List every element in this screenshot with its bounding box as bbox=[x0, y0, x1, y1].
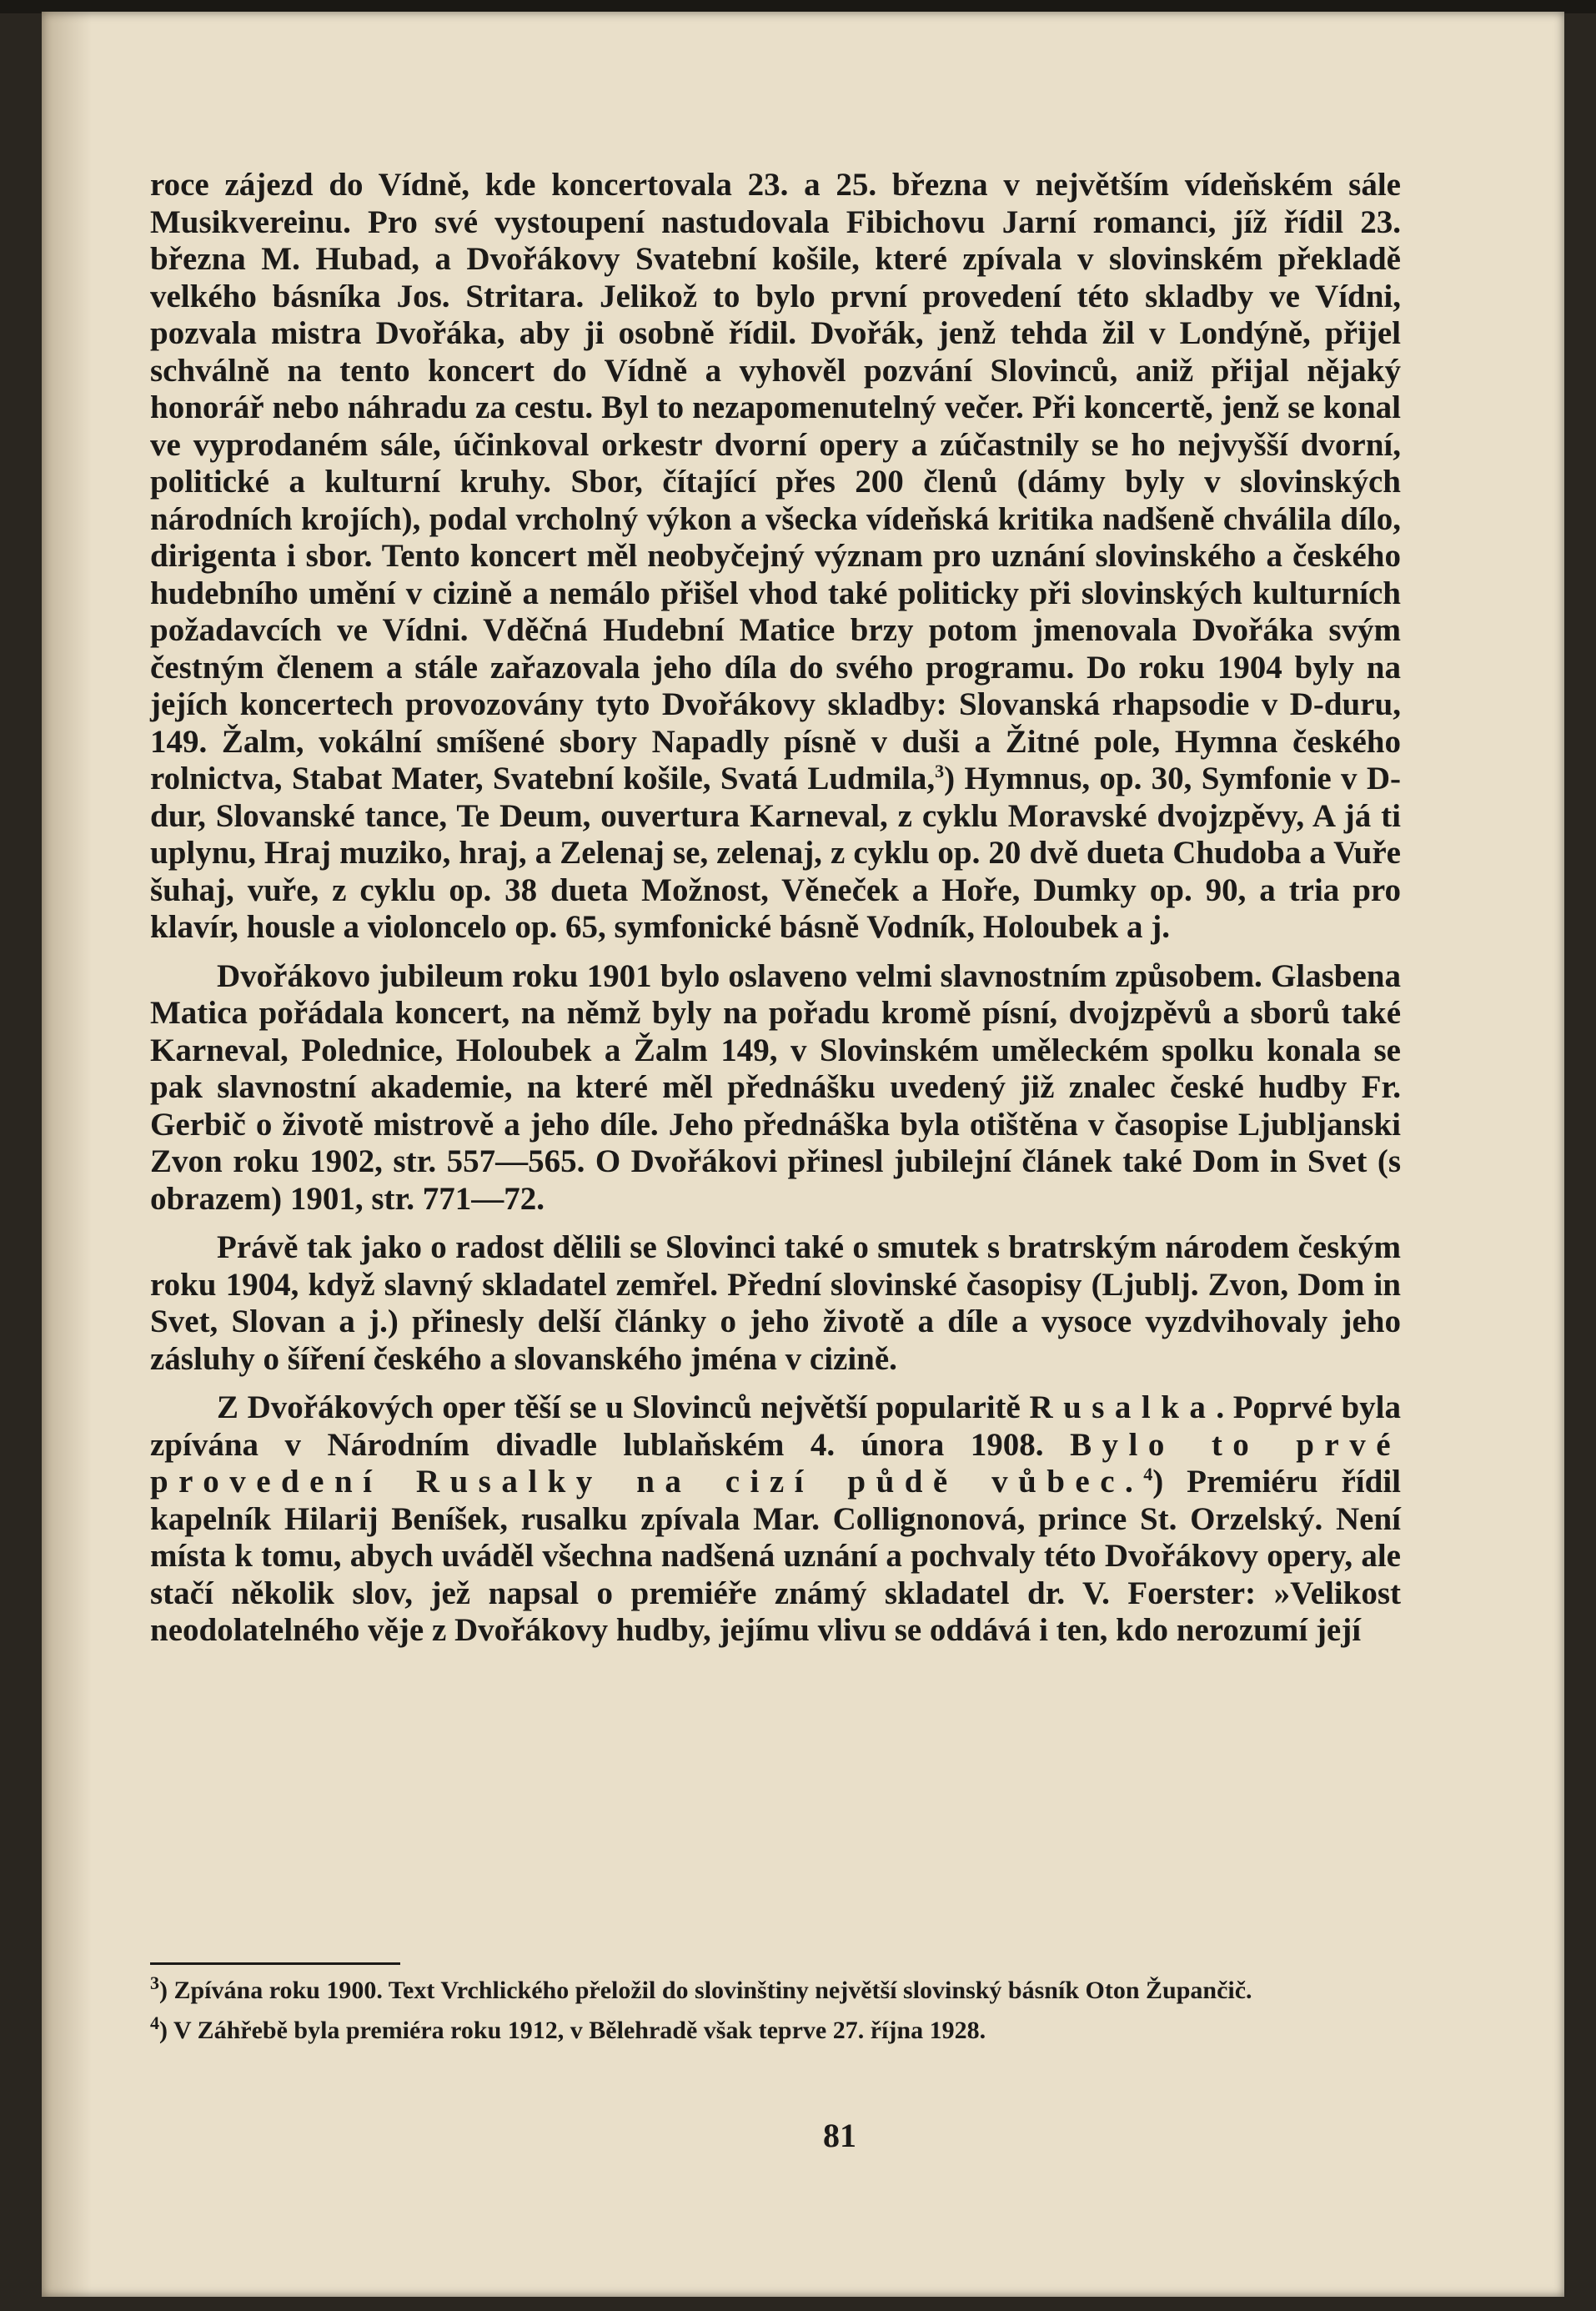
paragraph-2: Dvořákovo jubileum roku 1901 bylo oslaveno velmi slavnostním způsobem. Glasbena Matica pořádala koncert, na němž byly na pořadu kromě písní, dvojzpěvů a sborů také Karneval, Polednice, Holoubek a Žalm 149, v Slovinském uměleckém spolku konala se pak slavnostní akademie, na které měl přednášku uvedený již znalec české hudby Fr. Gerbič o životě mistrově a jeho díle. Jeho přednáška byla otištěna v časopise Ljubljanski Zvon roku 1902, str. 557—565. O Dvořákovi přinesl jubilejní článek také Dom in Svet (s obrazem) 1901, str. 771—72. bbox=[150, 957, 1401, 1217]
footnote-4 bbox=[150, 2012, 1401, 2045]
body-text bbox=[150, 167, 1401, 1650]
footnote-4-text: ) V Záhřebě byla premiéra roku 1912, v Bělehradě však teprve 27. října 1928. bbox=[159, 2017, 986, 2044]
spaced-emphasis: Bylo to prvé provedení Rusalky na cizí půdě vůbec. bbox=[150, 1426, 1401, 1500]
footnote-ref-4: 4 bbox=[1143, 1464, 1153, 1485]
page-number: 81 bbox=[823, 2117, 856, 2154]
paragraph-1-text: roce zájezd do Vídně, kde koncertovala 23. a 25. března v největším vídeňském sále Musikvereinu. Pro své vystoupení nastudovala Fibichovu Jarní romanci, jíž řídil 23. března M. Hubad, a Dvořákovy Svatební košile, které zpívala v slovinském překladě velkého básníka Jos. Stritara. Jelikož to bylo první provedení této skladby ve Vídni, pozvala mistra Dvořáka, aby ji osobně řídil. Dvořák, jenž tehda žil v Londýně, přijel schválně na tento koncert do Vídně a vyhověl pozvání Slovinců, aniž přijal nějaký honorář nebo náhradu za cestu. Byl to nezapomenutelný večer. Při koncertě, jenž se konal ve vyprodaném sále, účinkoval orkestr dvorní opery a zúčastnily se ho nejvyšší dvorní, politické a kulturní kruhy. Sbor, čítající přes 200 členů (dámy byly v slovinských národních krojích), podal vrcholný výkon a všecka vídeňská kritika nadšeně chválila dílo, dirigenta i sbor. Tento koncert měl neobyčejný význam pro uznání slovinského a českého hudebního umění v cizině a nemálo přišel vhod také politicky při slovinských kulturních požadavcích ve Vídni. Vděčná Hudební Matice brzy potom jmenovala Dvořáka svým čestným členem a stále zařazovala jeho díla do svého programu. Do roku 1904 byly na jejích koncertech provozovány tyto Dvořákovy skladby: Slovanská rhapsodie v D-duru, 149. Žalm, vokální smíšené sbory Napadly písně v duši a Žitné pole, Hymna českého rolnictva, Stabat Mater, Svatební košile, Svatá Ludmila, bbox=[150, 167, 1401, 796]
paragraph-4-text-c: ) Premiéru řídil kapelník Hilarij Beníšek, rusalku zpívala Mar. Collignonová, prince St. Orzelský. Není místa k tomu, abych uváděl všechna nadšená uznání a pochvaly této Dvořákovy opery, ale stačí několik slov, jež napsal o premiéře známý skladatel dr. V. Foerster: »Velikost neodolatelného věje z Dvořákovy hudby, jejímu vlivu se oddává i ten, kdo nerozumí její bbox=[150, 1464, 1401, 1648]
footnotes bbox=[150, 1972, 1401, 2057]
footnote-3 bbox=[150, 1972, 1401, 2005]
footnote-4-mark: 4 bbox=[150, 2012, 159, 2033]
paragraph-3: Právě tak jako o radost dělili se Slovinci také o smutek s bratrským národem českým roku 1904, když slavný skladatel zemřel. Přední slovinské časopisy (Ljublj. Zvon, Dom in Svet, Slovan a j.) přinesly delší články o jeho životě a díle a vysoce vyzdvihovaly jeho zásluhy o šíření českého a slovanského jména v cizině. bbox=[150, 1229, 1401, 1377]
footnote-ref-3: 3 bbox=[935, 761, 945, 781]
footnote-rule bbox=[150, 1962, 400, 1965]
paragraph-4-text: Z Dvořákových oper těší se u Slovinců největší popularitě bbox=[217, 1389, 1030, 1425]
paragraph-4-text-b: . Poprvé byla zpívána v Národním divadle lublaňském 4. února 1908. bbox=[150, 1389, 1401, 1463]
paragraph-1 bbox=[150, 167, 1401, 947]
paragraph-1-text-cont: ) Hymnus, op. 30, Symfonie v D-dur, Slovanské tance, Te Deum, ouvertura Karneval, z cyklu Moravské dvojzpěvy, A já ti uplynu, Hraj muziko, hraj, a Zelenaj se, zelenaj, z cyklu op. 20 dvě dueta Chudoba a Vuře šuhaj, vuře, z cyklu op. 38 dueta Možnost, Věneček a Hoře, Dumky op. 90, a tria pro klavír, housle a violoncelo op. 65, symfonické básně Vodník, Holoubek a j. bbox=[150, 761, 1401, 945]
footnote-3-text: ) Zpívána roku 1900. Text Vrchlického přeložil do slovinštiny největší slovinský básník Oton Župančič. bbox=[159, 1977, 1252, 2004]
page-gutter-shade bbox=[42, 12, 92, 2297]
footnote-3-mark: 3 bbox=[150, 1972, 159, 1993]
paragraph-4 bbox=[150, 1389, 1401, 1650]
spaced-rusalka: Rusalka bbox=[1029, 1389, 1217, 1425]
